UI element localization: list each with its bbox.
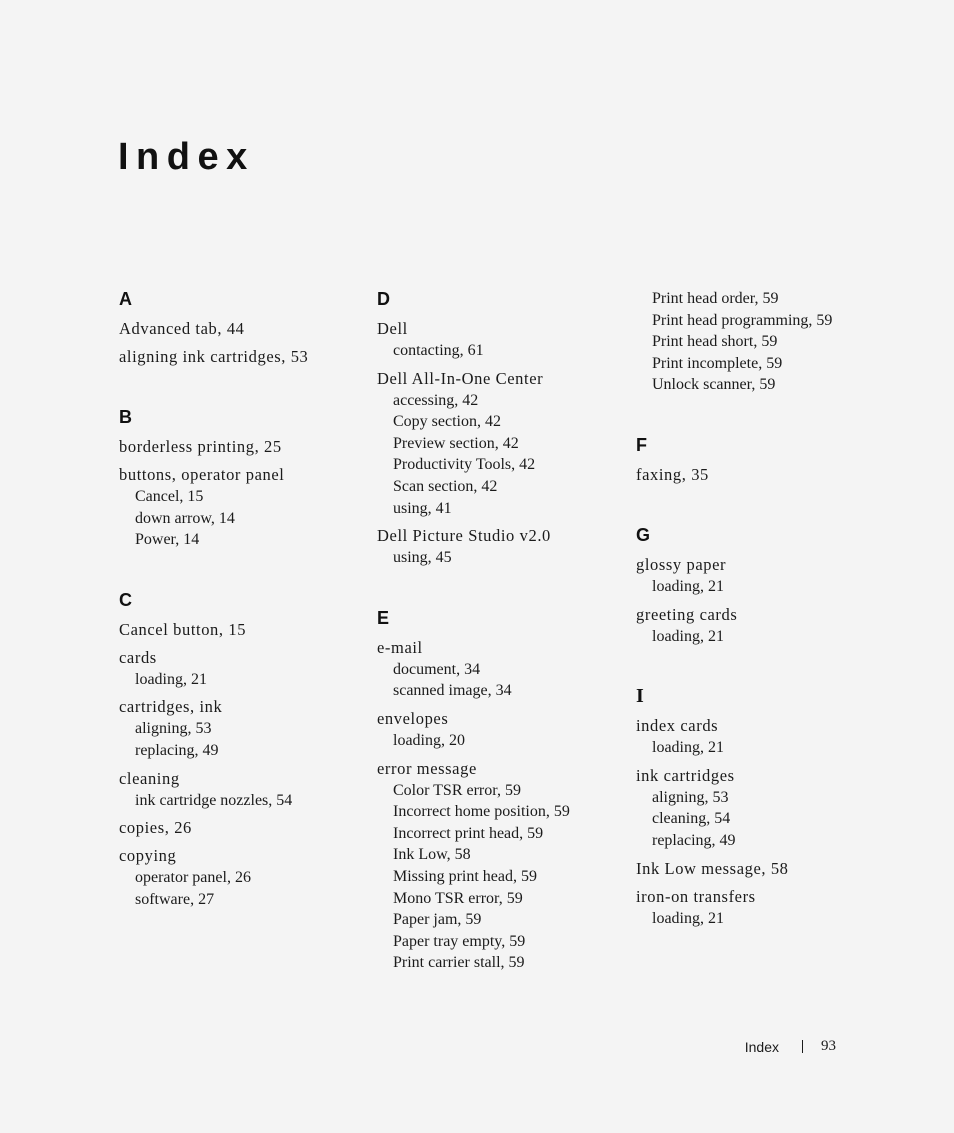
index-column-2 — [377, 288, 617, 1012]
index-entry — [636, 765, 936, 852]
index-entry-term: copying — [119, 846, 177, 866]
index-entry-term: cards — [119, 647, 157, 667]
index-entry — [377, 637, 617, 702]
index-section-i — [636, 685, 936, 929]
index-subentry: loading, 21 — [652, 739, 724, 757]
index-entry-term: Advanced tab, 44 — [119, 319, 245, 338]
index-subentry: Unlock scanner, 59 — [652, 376, 776, 394]
index-entry — [636, 464, 936, 486]
index-entry-term: greeting cards — [636, 604, 738, 624]
index-subentry: loading, 20 — [393, 731, 465, 749]
index-entry-term: buttons, operator panel — [119, 465, 285, 484]
section-letter: G — [636, 524, 651, 545]
index-entry — [377, 368, 617, 520]
index-entry-term: glossy paper — [636, 554, 727, 574]
index-subentry: ink cartridge nozzles, 54 — [135, 791, 293, 809]
index-section-g — [636, 524, 936, 647]
index-subentry: document, 34 — [393, 660, 481, 678]
index-subentry: Print head programming, 59 — [652, 311, 833, 329]
index-entry-term: cleaning — [119, 768, 180, 788]
index-subentry: using, 41 — [393, 499, 452, 517]
index-section-b — [119, 406, 359, 551]
index-entry-term: Dell All-In-One Center — [377, 368, 544, 388]
index-subentry: scanned image, 34 — [393, 682, 512, 700]
index-subentry: using, 45 — [393, 549, 452, 567]
section-letter: F — [636, 434, 647, 455]
index-entry — [119, 817, 359, 839]
index-entry — [119, 619, 359, 641]
footer-divider — [802, 1040, 803, 1053]
index-entry-term: index cards — [636, 716, 719, 736]
index-subentry: loading, 21 — [652, 577, 724, 595]
index-section-a — [119, 288, 359, 368]
index-entry — [119, 346, 359, 368]
index-entry — [636, 886, 936, 930]
index-section-c — [119, 589, 359, 911]
index-entry — [377, 758, 617, 974]
index-entry-term: cartridges, ink — [119, 697, 223, 717]
index-entry — [377, 708, 617, 752]
footer-section-label: Index — [744, 1038, 779, 1055]
index-subentry: aligning, 53 — [652, 788, 729, 806]
index-entry — [377, 318, 617, 362]
index-subentry: Power, 14 — [135, 531, 200, 549]
index-subentry: Paper tray empty, 59 — [393, 932, 526, 950]
index-entry-term: faxing, 35 — [636, 464, 709, 484]
index-entry-term: Dell — [377, 319, 408, 338]
page-footer — [745, 1038, 836, 1055]
index-entry-term: envelopes — [377, 708, 449, 728]
index-entry-term: Dell Picture Studio v2.0 — [377, 526, 551, 546]
page-number: 93 — [821, 1038, 836, 1054]
continued-subentries — [636, 288, 936, 396]
index-entry — [119, 696, 359, 761]
index-subentry: operator panel, 26 — [135, 869, 251, 887]
index-subentry: loading, 21 — [652, 627, 724, 645]
index-section-e — [377, 607, 617, 974]
index-subentry: Missing print head, 59 — [393, 867, 537, 885]
index-column-1 — [119, 288, 359, 948]
index-subentry: Ink Low, 58 — [393, 846, 471, 864]
index-subentry: Incorrect home position, 59 — [393, 803, 570, 821]
index-entry-term: aligning ink cartridges, 53 — [119, 347, 309, 366]
index-subentry: Paper jam, 59 — [393, 911, 482, 929]
index-column-3 — [636, 288, 936, 967]
index-subentry: loading, 21 — [652, 909, 724, 927]
index-subentry: Print incomplete, 59 — [652, 354, 783, 372]
index-subentry: down arrow, 14 — [135, 509, 235, 527]
index-subentry: contacting, 61 — [393, 342, 484, 359]
index-subentry: Copy section, 42 — [393, 413, 501, 431]
index-subentry: Cancel, 15 — [135, 488, 204, 505]
index-entry — [636, 604, 936, 648]
index-entry-term: error message — [377, 758, 477, 778]
index-subentry: Incorrect print head, 59 — [393, 824, 544, 842]
index-entry — [119, 768, 359, 812]
index-entry — [119, 436, 359, 458]
index-entry — [377, 525, 617, 569]
index-entry-term: iron-on transfers — [636, 886, 756, 906]
index-entry-term: Ink Low message, 58 — [636, 858, 789, 878]
index-entry-term: ink cartridges — [636, 765, 735, 785]
index-subentry: Print carrier stall, 59 — [393, 954, 525, 972]
index-section-f — [636, 434, 936, 486]
index-subentry: Mono TSR error, 59 — [393, 889, 523, 907]
section-letter: I — [636, 685, 644, 708]
index-subentry: Preview section, 42 — [393, 434, 519, 452]
index-subentry: Print head order, 59 — [652, 290, 779, 307]
index-subentry: replacing, 49 — [652, 831, 736, 849]
index-entry — [119, 845, 359, 910]
index-entry — [636, 715, 936, 759]
index-entry-term: e-mail — [377, 637, 423, 657]
index-entry-term: copies, 26 — [119, 818, 192, 838]
index-entry — [119, 464, 359, 551]
index-subentry: Print head short, 59 — [652, 333, 778, 351]
section-letter: A — [119, 289, 132, 309]
index-entry-term: borderless printing, 25 — [119, 437, 282, 456]
index-entry-term: Cancel button, 15 — [119, 619, 247, 639]
index-subentry: loading, 21 — [135, 670, 207, 688]
index-entry — [636, 554, 936, 598]
index-section-d — [377, 288, 617, 569]
section-letter: E — [377, 607, 390, 628]
index-subentry: Productivity Tools, 42 — [393, 456, 536, 474]
index-subentry: replacing, 49 — [135, 741, 219, 759]
index-entry — [636, 858, 936, 880]
section-letter: D — [377, 289, 390, 309]
index-subentry: Color TSR error, 59 — [393, 781, 521, 799]
index-subentry: aligning, 53 — [135, 720, 212, 738]
page-title: Index — [118, 136, 255, 178]
index-subentry: cleaning, 54 — [652, 810, 731, 828]
index-entry — [119, 318, 359, 340]
index-subentry: software, 27 — [135, 890, 215, 908]
index-subentry: Scan section, 42 — [393, 477, 498, 495]
index-subentry: accessing, 42 — [393, 391, 479, 409]
section-letter: C — [119, 589, 132, 610]
index-entry — [119, 647, 359, 691]
section-letter: B — [119, 407, 132, 427]
